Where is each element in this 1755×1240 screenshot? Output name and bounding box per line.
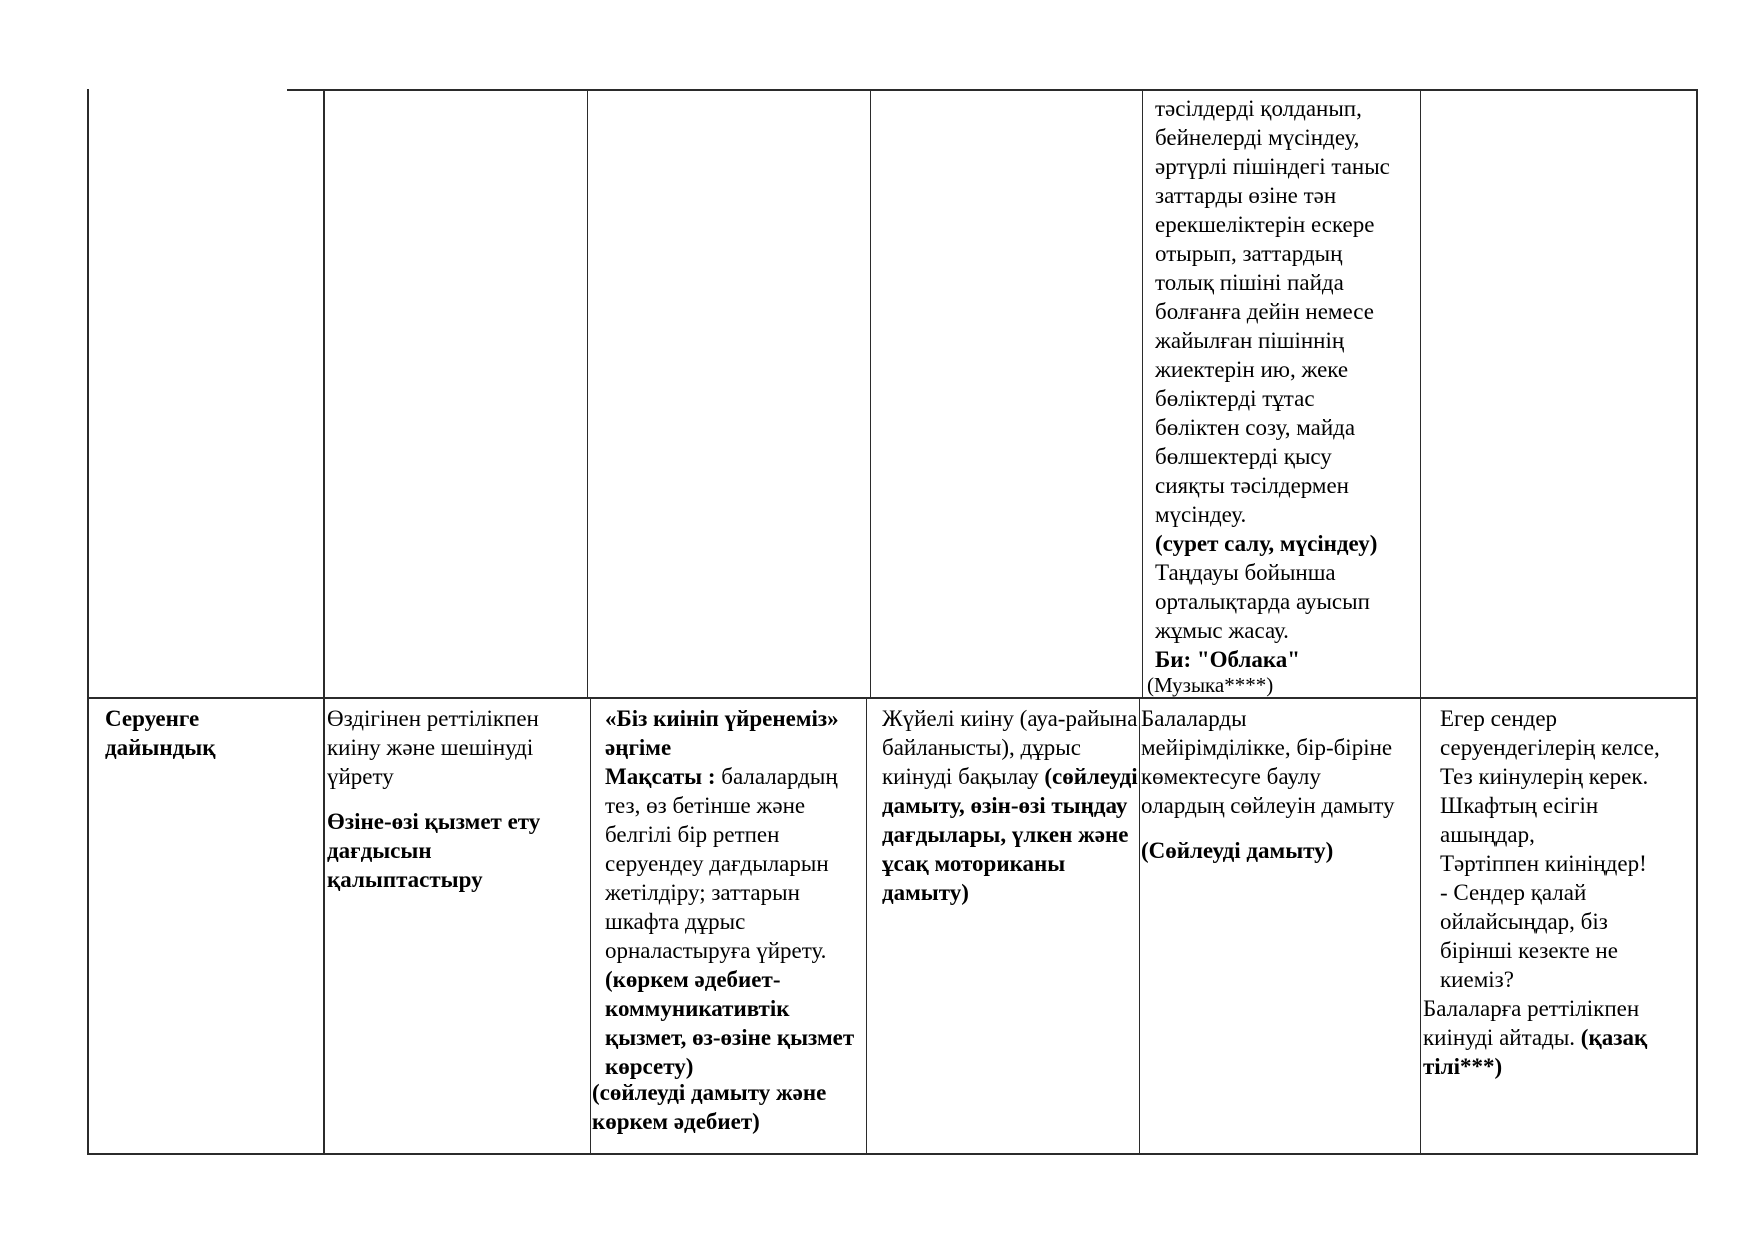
table-border-bottom (87, 1153, 1698, 1155)
top-col5-line: жайылған пішіннің (1155, 328, 1345, 353)
row-title-line: дайындық (105, 735, 216, 760)
col3-line: тез, өз бетінше және (605, 793, 806, 818)
col3-footer-line: көркем әдебиет) (592, 1109, 760, 1134)
top-col5-line: сияқты тәсілдермен (1155, 473, 1349, 498)
col5-bold-line: (Сөйлеуді дамыту) (1141, 838, 1334, 863)
col3-cell (605, 704, 866, 1081)
col3-bold-line: (көркем әдебиет- (605, 967, 781, 992)
col2-line: киіну және шешінуді (327, 735, 534, 760)
top-col5-line: бөліктерді тұтас (1155, 386, 1315, 411)
poem-line: Егер сендер (1440, 706, 1558, 731)
dance-title: Би: "Облака" (1155, 647, 1301, 672)
col4-bold-start: (сөйлеуді (1044, 764, 1138, 789)
top-col5-line: толық пішіні пайда (1155, 270, 1344, 295)
col2-line: Өздігінен реттілікпен (327, 706, 539, 731)
col2-line: үйрету (327, 764, 394, 789)
col-divider-4-bottom (1139, 697, 1140, 1155)
col2-cell (327, 704, 540, 894)
col4-bold-line: дамыту) (882, 880, 969, 905)
col3-line: серуендеу дағдыларын (605, 851, 829, 876)
top-col5-line: мүсіндеу. (1155, 502, 1247, 527)
poem-line: Тез киінулерің керек. (1440, 764, 1649, 789)
col3-bold-line: көрсету) (605, 1054, 694, 1079)
col-divider-5 (1420, 89, 1421, 1155)
row-title-line: Серуенге (105, 706, 200, 731)
question-line: - Сендер қалай (1440, 880, 1587, 905)
spacer (327, 791, 540, 807)
col6-tail (1423, 994, 1647, 1081)
story-subtitle: әңгіме (605, 735, 672, 760)
col3-footer (592, 1078, 826, 1136)
top-col5-line: тәсілдерді қолданып, (1155, 96, 1362, 121)
top-col5-line: жиектерін ию, жеке (1155, 357, 1349, 382)
col4-plain: киінуді бақылау (882, 764, 1045, 789)
music-note: (Музыка****) (1147, 673, 1274, 697)
question-line: ойлайсыңдар, біз (1440, 909, 1608, 934)
col3-footer-line: (сөйлеуді дамыту және (592, 1080, 827, 1105)
tail-line: Балаларға реттілікпен (1423, 996, 1640, 1021)
col-divider-4-top (1142, 89, 1143, 699)
tail-plain: киінуді айтады. (1423, 1025, 1581, 1050)
poem-line: Тәртіппен киініңдер! (1440, 851, 1647, 876)
goal-label: Мақсаты : (605, 764, 716, 789)
tail-bold-line: тілі***) (1423, 1054, 1503, 1079)
top-col5-line: жұмыс жасау. (1155, 618, 1289, 643)
poem-line: Шкафтың есігін (1440, 793, 1599, 818)
row-divider (87, 697, 1698, 699)
col5-line: мейірімділікке, бір-біріне (1141, 735, 1393, 760)
goal-first-text: балалардың (715, 764, 838, 789)
col3-line: белгілі бір ретпен (605, 822, 780, 847)
col5-line: көмектесуге баулу (1141, 764, 1321, 789)
col4-line: байланысты), дұрыс (882, 735, 1081, 760)
col3-bold-line: коммуникативтік (605, 996, 790, 1021)
col2-bold-line: дағдысын (327, 838, 432, 863)
col4-bold-line: ұсақ моториканы (882, 851, 1066, 876)
table-border-left (87, 89, 89, 1155)
table-border-top (287, 89, 1698, 91)
col4-line (882, 762, 1139, 791)
col4-bold-line: дағдылары, үлкен және (882, 822, 1129, 847)
story-title: «Біз киініп үйренеміз» (605, 706, 839, 731)
top-row-col5-cell (1155, 94, 1417, 674)
col4-line: Жүйелі киіну (ауа-райына (882, 706, 1138, 731)
top-col5-line: заттарды өзіне тән (1155, 183, 1337, 208)
top-col5-line: бөлшектерді қысу (1155, 444, 1332, 469)
spacer (1141, 820, 1420, 836)
tail-bold: (қазақ (1580, 1025, 1648, 1050)
top-col5-line: ерекшеліктерін ескере (1155, 212, 1375, 237)
poem-line: ашыңдар, (1440, 822, 1535, 847)
col-divider-2-top (587, 89, 588, 699)
col3-line: орналастыруға үйрету. (605, 938, 827, 963)
col5-line: Балаларды (1141, 706, 1247, 731)
row-title (105, 704, 215, 762)
goal-line (605, 762, 866, 791)
table-border-right (1696, 89, 1698, 1155)
col-divider-2-bottom (590, 697, 591, 1155)
col-divider-3-top (870, 89, 871, 699)
top-col5-line: бөліктен созу, майда (1155, 415, 1356, 440)
col4-cell (882, 704, 1139, 907)
question-line: бірінші кезекте не (1440, 938, 1618, 963)
col3-bold-line: қызмет, өз-өзіне қызмет (605, 1025, 855, 1050)
col3-line: жетілдіру; заттарын (605, 880, 800, 905)
col5-cell (1141, 704, 1420, 865)
col2-bold-line: Өзіне-өзі қызмет ету (327, 809, 541, 834)
col-divider-1 (323, 89, 325, 1155)
top-col5-line: әртүрлі пішіндегі таныс (1155, 154, 1390, 179)
col4-bold-line: дамыту, өзін-өзі тыңдау (882, 793, 1128, 818)
col2-bold-line: қалыптастыру (327, 867, 483, 892)
col3-line: шкафта дұрыс (605, 909, 746, 934)
top-col5-line: бейнелерді мүсіндеу, (1155, 125, 1360, 150)
top-col5-line: орталықтарда ауысып (1155, 589, 1370, 614)
top-col5-line: отырып, заттардың (1155, 241, 1343, 266)
activity-type-label: (сурет салу, мүсіндеу) (1155, 531, 1378, 556)
top-col5-line: болғанға дейін немесе (1155, 299, 1374, 324)
top-col5-line: Таңдауы бойынша (1155, 560, 1336, 585)
poem-line: серуендегілерің келсе, (1440, 735, 1660, 760)
col6-poem (1440, 704, 1660, 994)
tail-line (1423, 1023, 1647, 1052)
col5-line: олардың сөйлеуін дамыту (1141, 793, 1395, 818)
col-divider-3-bottom (866, 697, 867, 1155)
question-line: киеміз? (1440, 967, 1514, 992)
